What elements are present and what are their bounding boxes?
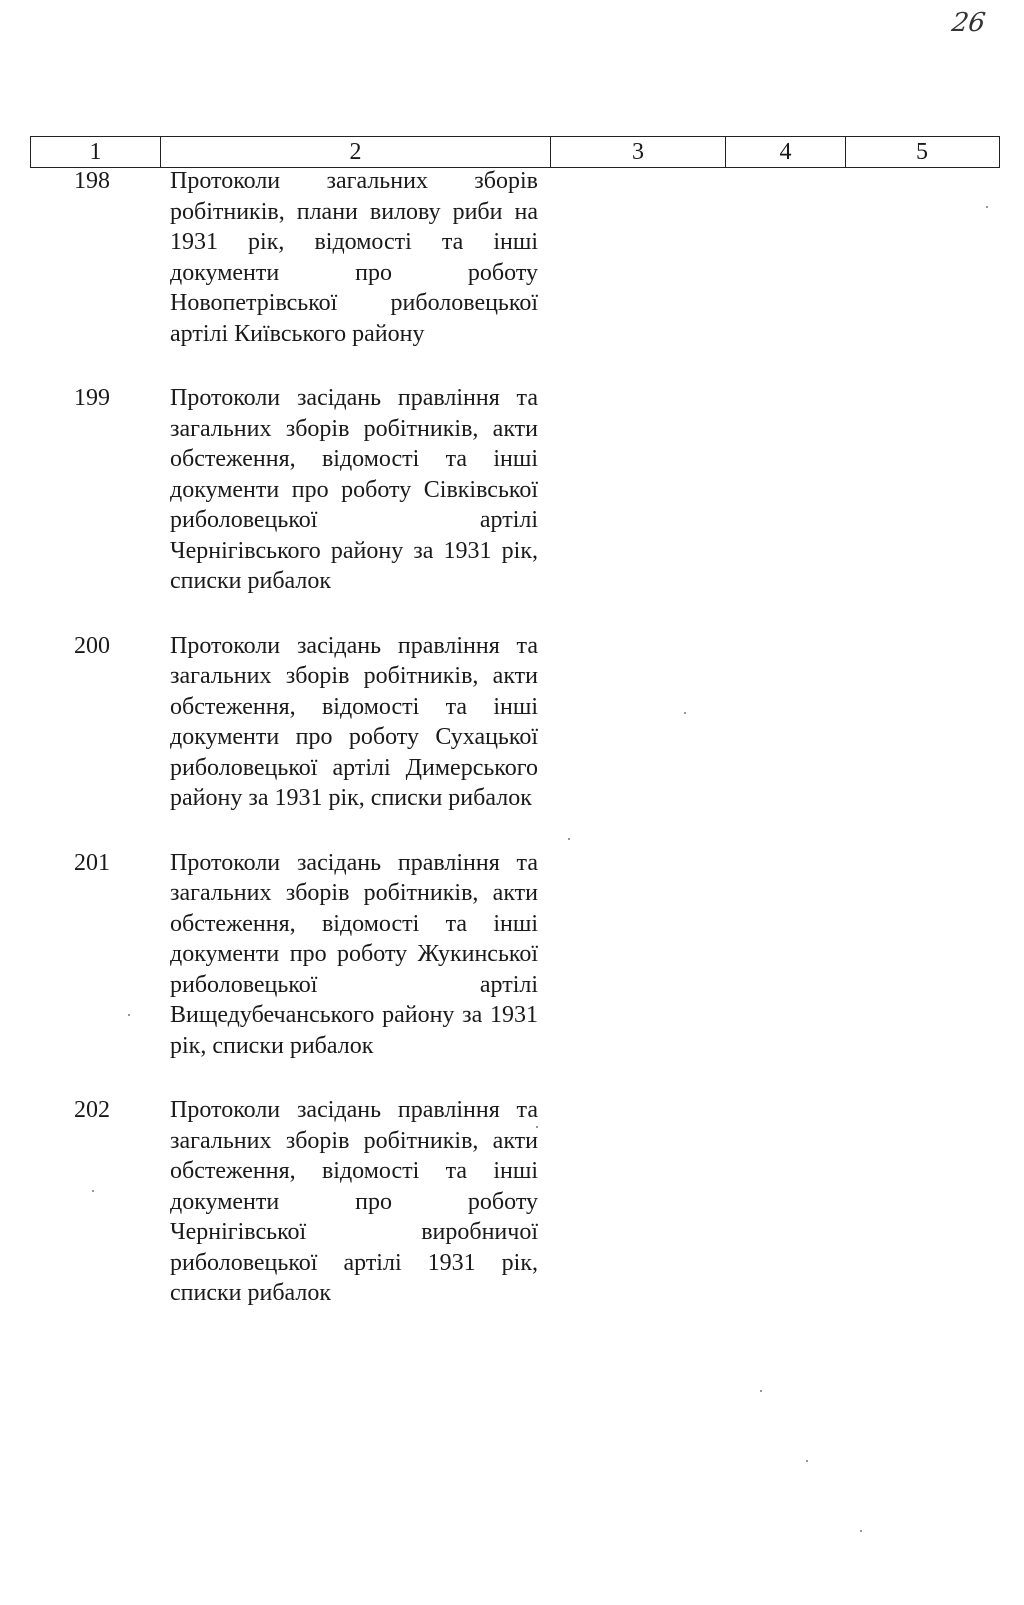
- entry-number: 202: [74, 1097, 110, 1123]
- list-item: [0, 631, 1024, 814]
- entry-description: Протоколи засідань правління та загальних зборів робітників, акти обстеження, відомості та інші документи про роботу Жукинської риболовецької артілі Вищедубечанського району за 1931 рік, списки рибалок: [170, 849, 538, 1059]
- list-item: [0, 1095, 1024, 1309]
- entry-description: Протоколи загальних зборів робітників, плани вилову риби на 1931 рік, відомості та інші документи про роботу Новопетрівської риболовецької артілі Київського району: [170, 168, 538, 347]
- scan-speck: [128, 1014, 130, 1016]
- page-number: 26: [949, 8, 988, 38]
- header-column-4: 4: [726, 137, 846, 167]
- entry-number: 200: [74, 632, 110, 659]
- entry-number: 198: [74, 168, 110, 194]
- entry-description: Протоколи засідань правління та загальних зборів робітників, акти обстеження, відомості та інші документи про роботу Сухацької риболовецької артілі Димерського району за 1931 рік, списки рибалок: [170, 632, 538, 811]
- scan-speck: [536, 1126, 538, 1128]
- header-column-2: 2: [161, 137, 551, 167]
- header-column-1: 1: [31, 137, 161, 167]
- header-column-3: 3: [551, 137, 726, 167]
- table-header: [30, 136, 1000, 168]
- entry-number: 201: [74, 849, 110, 876]
- header-column-5: 5: [916, 139, 928, 165]
- entry-description: Протоколи засідань правління та загальних зборів робітників, акти обстеження, відомості та інші документи про роботу Чернігівської виробничої риболовецької артілі 1931 рік, списки рибалок: [170, 1097, 538, 1306]
- scan-speck: [760, 1390, 762, 1392]
- entries-list: [0, 166, 1024, 1343]
- entry-number: 199: [74, 385, 110, 411]
- scan-speck: [986, 206, 988, 208]
- scan-speck: [92, 1190, 94, 1192]
- list-item: [0, 166, 1024, 349]
- list-item: [0, 848, 1024, 1062]
- scan-speck: [684, 712, 686, 714]
- scan-speck: [806, 1460, 808, 1462]
- scan-speck: [568, 838, 570, 840]
- list-item: [0, 383, 1024, 597]
- scan-speck: [860, 1530, 862, 1532]
- entry-description: Протоколи засідань правління та загальних зборів робітників, акти обстеження, відомості та інші документи про роботу Сівківської риболовецької артілі Чернігівського району за 1931 рік, списки рибалок: [170, 385, 538, 594]
